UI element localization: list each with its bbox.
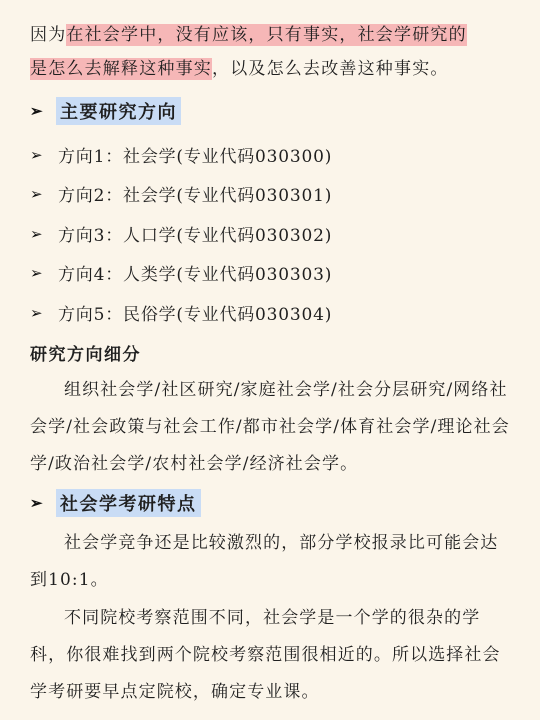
direction-label: 方向1：社会学(专业代码030300) [58,147,333,167]
intro-paragraph [30,18,520,86]
direction-label: 方向2：社会学(专业代码030301) [58,186,333,206]
direction-item [30,221,332,246]
features-paragraph-2: 不同院校考察范围不同，社会学是一个学的很杂的学科，你很难找到两个院校考察范围很相近的。所以选择社会学考研要早点定院校，确定专业课。 [30,608,501,702]
arrow-right-icon: ➢ [30,184,44,203]
intro-text-end: ，以及怎么去改善这种事实。 [212,59,449,79]
direction-label: 方向3：人口学(专业代码030302) [58,226,333,246]
subfields-title: 研究方向细分 [30,345,141,365]
arrow-right-icon: ➢ [30,224,44,243]
direction-item [30,260,332,285]
intro-highlight-1: 在社会学中，没有应该，只有事实，社会学研究的 [66,25,467,45]
section-features [30,489,201,517]
intro-highlight-2: 是怎么去解释这种事实 [30,59,212,79]
direction-item [30,181,332,206]
arrow-right-icon: ➢ [30,263,44,282]
features-paragraph-1: 社会学竞争还是比较激烈的，部分学校报录比可能会达到10:1。 [30,533,499,590]
arrow-right-icon: ➢ [30,494,45,512]
intro-text-start: 因为 [30,25,67,45]
section-main-title: 主要研究方向 [56,97,181,125]
direction-label: 方向4：人类学(专业代码030303) [58,265,333,285]
direction-item [30,300,332,325]
direction-item [30,142,332,167]
arrow-right-icon: ➢ [30,303,44,322]
subfields-paragraph: 组织社会学/社区研究/家庭社会学/社会分层研究/网络社会学/社会政策与社会工作/都市社会学/体育社会学/理论社会学/政治社会学/农村社会学/经济社会学。 [30,380,510,474]
section-features-title: 社会学考研特点 [56,489,201,517]
arrow-right-icon: ➢ [30,102,45,120]
direction-label: 方向5：民俗学(专业代码030304) [58,305,333,325]
arrow-right-icon: ➢ [30,145,44,164]
section-main-directions [30,97,181,125]
